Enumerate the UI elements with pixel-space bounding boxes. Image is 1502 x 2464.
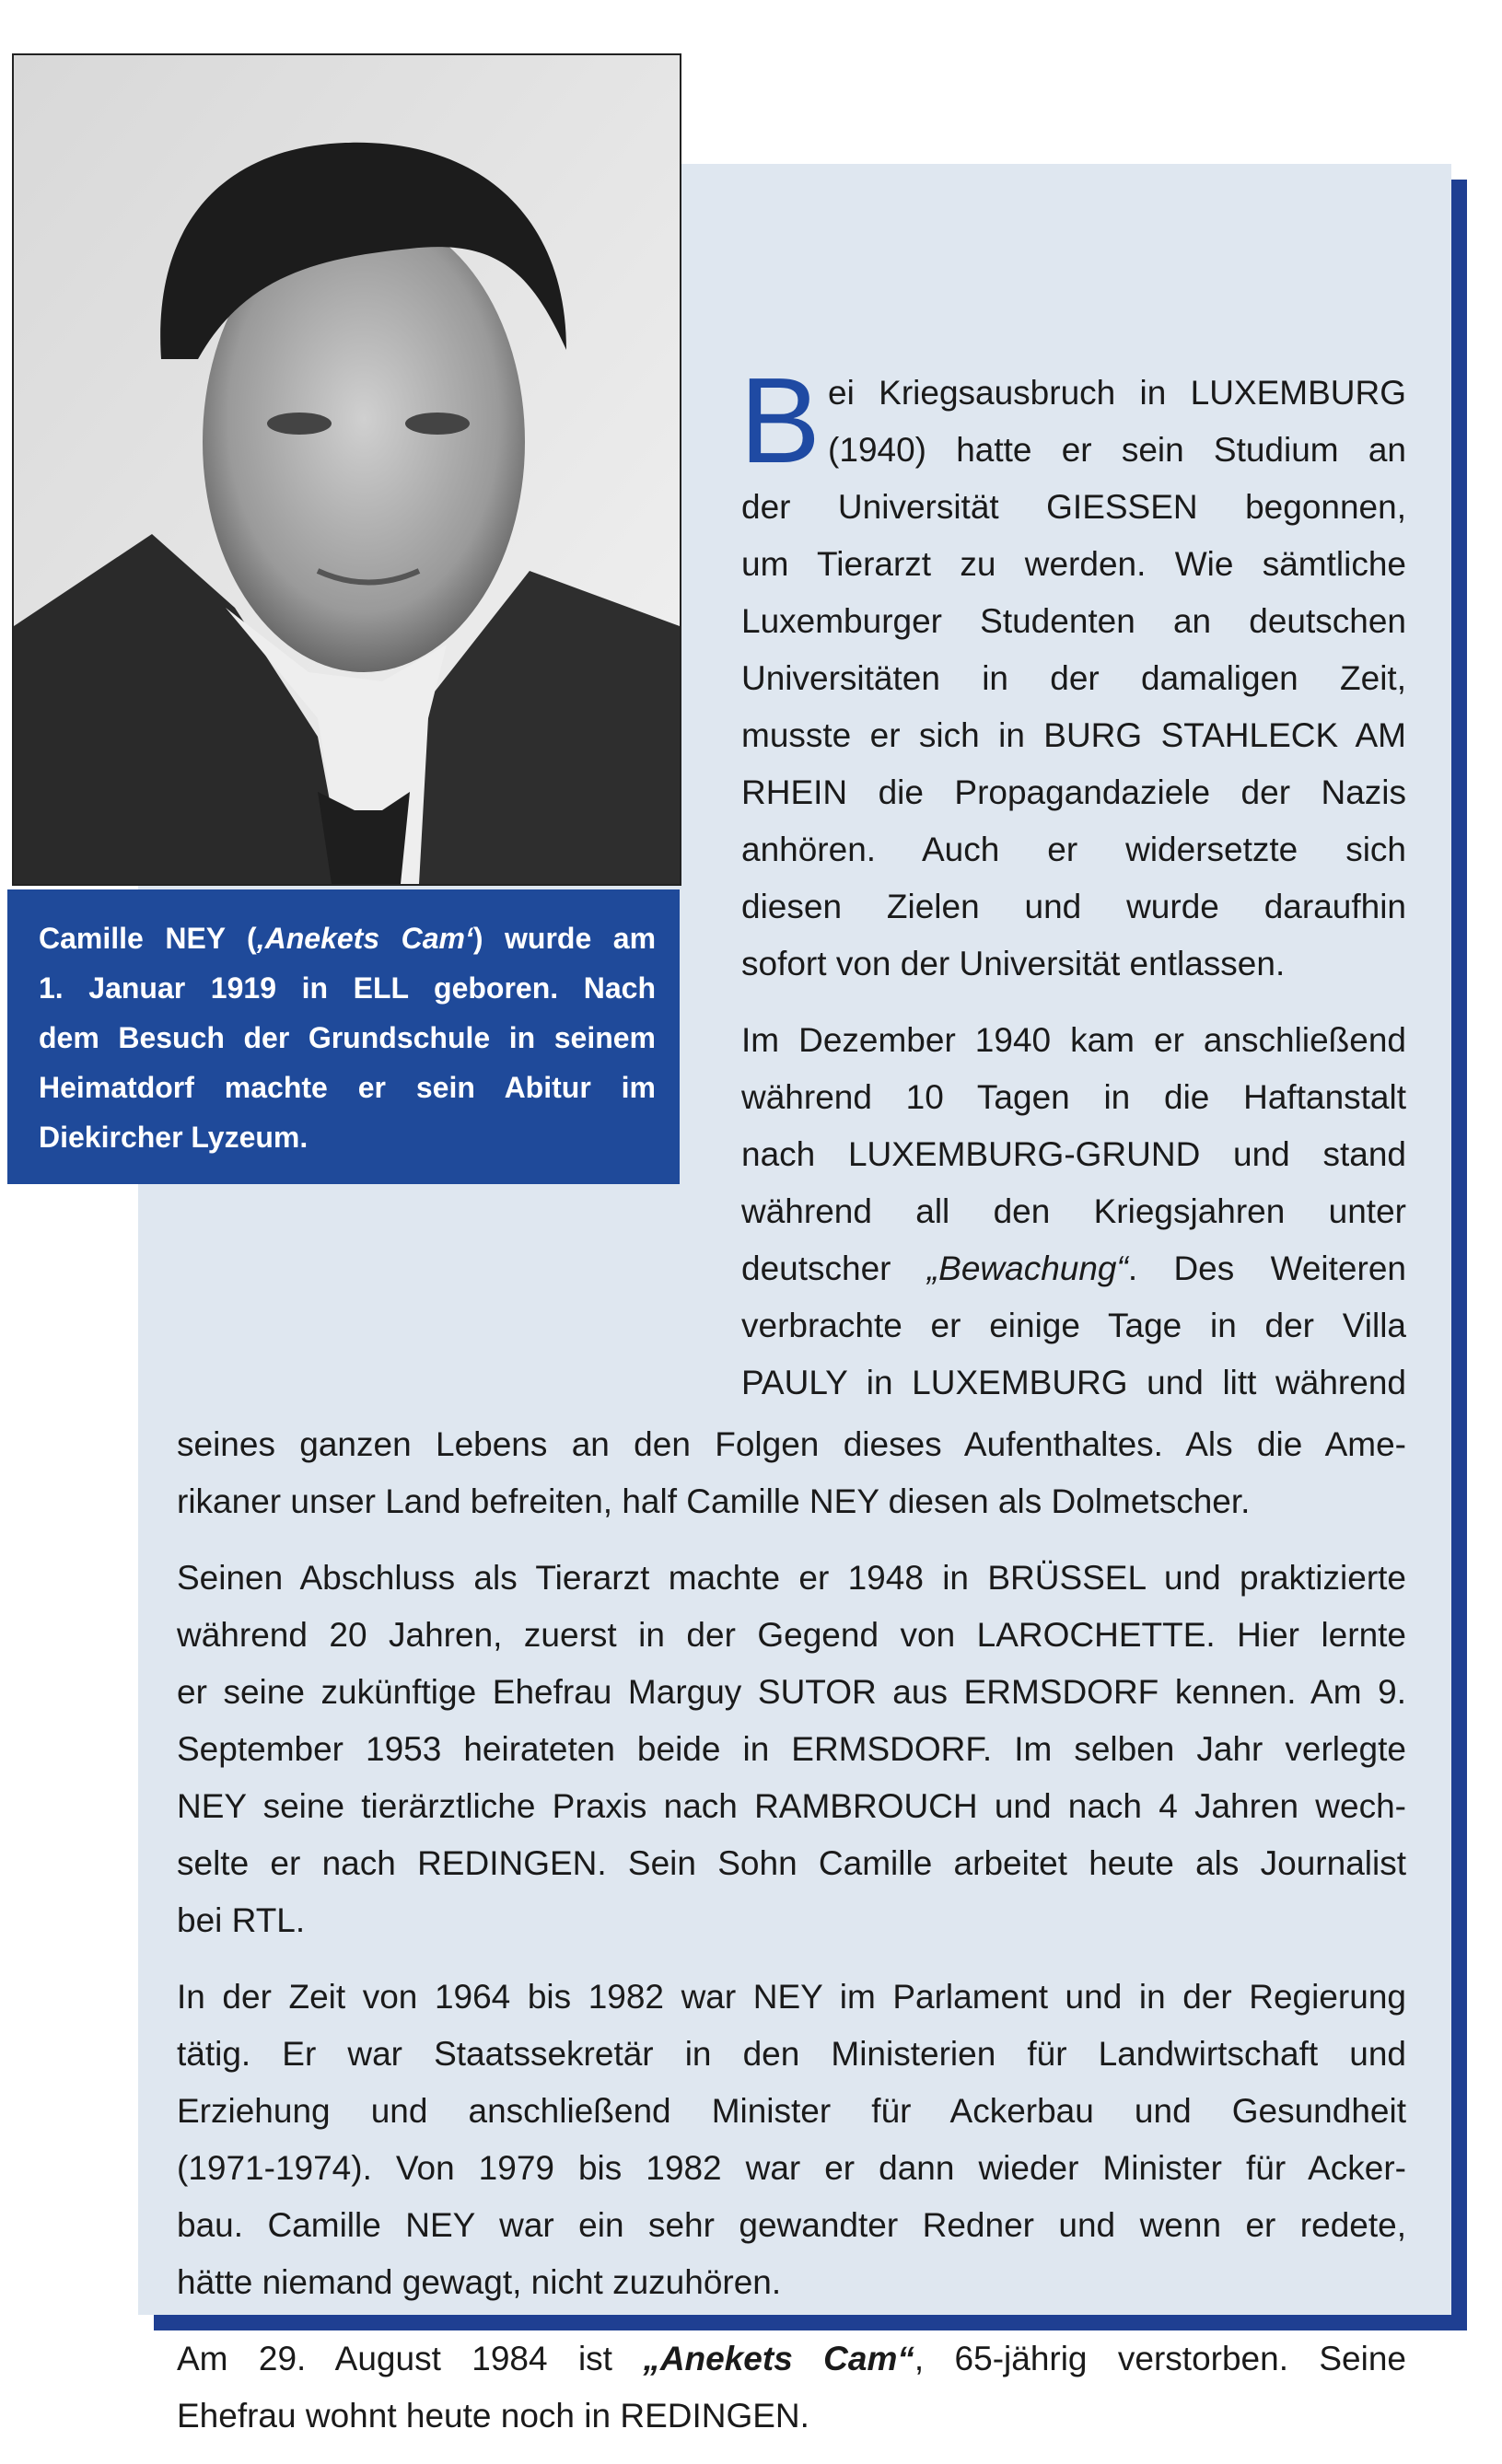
text-line: diesen Zielen und wurde daraufhin [741, 888, 1406, 925]
text-line: (1971-1974). Von 1979 bis 1982 war er dann wieder Minister für Acker- [177, 2149, 1406, 2187]
caption-line: dem Besuch der Grundschule in seinem [39, 1021, 656, 1054]
text-segment: deutscher [741, 1249, 927, 1287]
paragraph-4 [177, 1969, 1406, 2311]
caption-line: 1. Januar 1919 in ELL geboren. Nach [39, 971, 656, 1005]
text-line: anhören. Auch er widersetzte sich [741, 831, 1406, 868]
text-line: um Tierarzt zu werden. Wie sämtliche [741, 545, 1406, 583]
text-line [177, 2330, 1406, 2388]
paragraph-5 [177, 2330, 1406, 2445]
text-segment: . Des Weiteren [1127, 1249, 1406, 1287]
text-line: während 10 Tagen in die Haftanstalt [741, 1078, 1406, 1116]
photo-caption [7, 889, 680, 1184]
text-line: bau. Camille NEY war ein sehr gewandter Redner und wenn er redete, [177, 2206, 1406, 2244]
text-line: sofort von der Universität entlassen. [741, 945, 1286, 982]
text-line: Luxemburger Studenten an deutschen [741, 602, 1406, 640]
text-line: während 20 Jahren, zuerst in der Gegend von LAROCHETTE. Hier lernte [177, 1616, 1406, 1654]
text-line: tätig. Er war Staatssekretär in den Ministerien für Landwirtschaft und [177, 2035, 1406, 2073]
portrait-image [14, 55, 680, 884]
text-line: der Universität GIESSEN begonnen, [741, 488, 1406, 526]
text-line: Ehefrau wohnt heute noch in REDINGEN. [177, 2397, 809, 2435]
text-line: September 1953 heirateten beide in ERMSDORF. Im selben Jahr verlegte [177, 1730, 1406, 1768]
caption-line: Heimatdorf machte er sein Abitur im [39, 1071, 656, 1104]
bold-italic-nickname: „Anekets Cam“ [643, 2340, 914, 2377]
text-line: Universitäten in der damaligen Zeit, [741, 659, 1406, 697]
text-line: nach LUXEMBURG-GRUND und stand [741, 1135, 1406, 1173]
text-segment: ) wurde am [472, 922, 657, 955]
text-segment: Am 29. August 1984 ist [177, 2340, 644, 2377]
text-line: verbrachte er einige Tage in der Villa [741, 1307, 1406, 1344]
text-line: NEY seine tierärztliche Praxis nach RAMBROUCH und nach 4 Jahren wech- [177, 1787, 1406, 1825]
text-line: ei Kriegsausbruch in LUXEMBURG [828, 374, 1406, 412]
text-line: bei RTL. [177, 1901, 306, 1939]
italic-quote: „Bewachung“ [926, 1249, 1128, 1287]
text-line: seines ganzen Lebens an den Folgen dieses Aufenthaltes. Als die Ame- [177, 1425, 1406, 1463]
text-line: Erziehung und anschließend Minister für Ackerbau und Gesundheit [177, 2092, 1406, 2130]
text-line: Im Dezember 1940 kam er anschließend [741, 1021, 1406, 1059]
caption-line [39, 913, 656, 963]
text-segment: Camille NEY ( [39, 922, 257, 955]
caption-line: Diekircher Lyzeum. [39, 1121, 309, 1154]
text-line: er seine zukünftige Ehefrau Marguy SUTOR aus ERMSDORF kennen. Am 9. [177, 1673, 1406, 1711]
portrait-photo [12, 53, 681, 886]
text-line: In der Zeit von 1964 bis 1982 war NEY im Parlament und in der Regierung [177, 1978, 1406, 2016]
text-segment: , 65-jährig verstorben. Seine [914, 2340, 1407, 2377]
caption-nickname: ‚Anekets Cam‘ [256, 922, 473, 955]
paragraph-3 [177, 1550, 1406, 1949]
drop-cap: B [739, 353, 821, 488]
text-line: musste er sich in BURG STAHLECK AM [741, 716, 1406, 754]
text-line: (1940) hatte er sein Studium an [828, 431, 1406, 469]
text-line: während all den Kriegsjahren unter [741, 1192, 1406, 1230]
text-line: RHEIN die Propagandaziele der Nazis [741, 773, 1406, 811]
text-line: selte er nach REDINGEN. Sein Sohn Camille arbeitet heute als Journalist [177, 1844, 1406, 1882]
text-line: PAULY in LUXEMBURG und litt während [741, 1364, 1406, 1401]
text-line: Seinen Abschluss als Tierarzt machte er 1948 in BRÜSSEL und praktizierte [177, 1559, 1406, 1597]
text-line: hätte niemand gewagt, nicht zuzuhören. [177, 2263, 782, 2301]
text-line: rikaner unser Land befreiten, half Camille NEY diesen als Dolmetscher. [177, 1482, 1251, 1520]
